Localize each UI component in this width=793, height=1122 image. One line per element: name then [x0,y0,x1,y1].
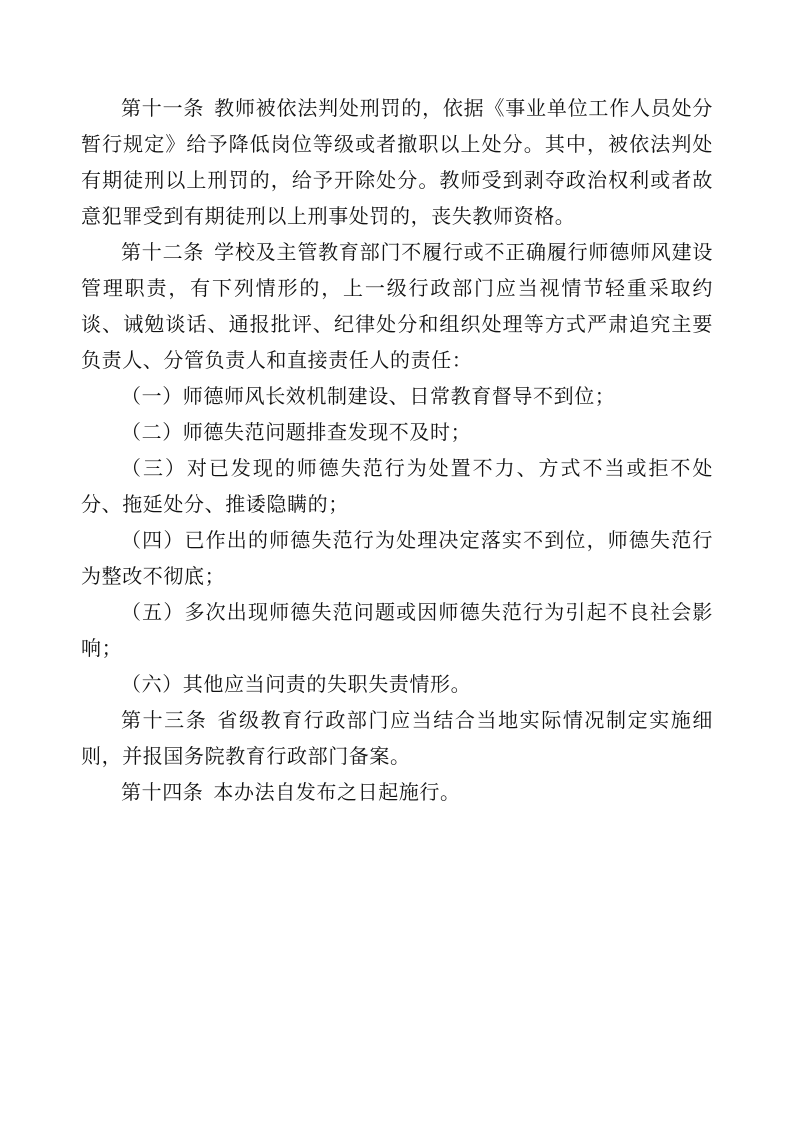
list-item-2 [81,414,713,450]
article-12-paragraph [81,234,713,378]
article-14-paragraph [81,774,713,810]
list-item-text: （三）对已发现的师德失范行为处置不力、方式不当或拒不处分、拖延处分、推诿隐瞒的； [81,456,713,516]
article-number: 第十三条 [121,708,208,732]
list-item-4 [81,522,713,594]
list-item-6 [81,666,713,702]
article-13-paragraph [81,702,713,774]
list-item-5 [81,594,713,666]
list-item-text: （二）师德失范问题排查发现不及时； [121,420,472,444]
list-item-1 [81,378,713,414]
document-body [81,90,713,810]
article-number: 第十二条 [121,240,205,264]
list-item-text: （六）其他应当问责的失职失责情形。 [121,672,472,696]
article-11-paragraph [81,90,713,234]
article-text: 学校及主管教育部门不履行或不正确履行师德师风建设管理职责，有下列情形的，上一级行政部门应当视情节轻重采取约谈、诫勉谈话、通报批评、纪律处分和组织处理等方式严肃追究主要负责人、分管负责人和直接责任人的责任： [81,240,713,372]
article-text: 本办法自发布之日起施行。 [213,780,461,804]
article-number: 第十四条 [121,780,204,804]
list-item-text: （一）师德师风长效机制建设、日常教育督导不到位； [121,384,616,408]
article-number: 第十一条 [121,96,205,120]
list-item-3 [81,450,713,522]
article-text: 省级教育行政部门应当结合当地实际情况制定实施细则，并报国务院教育行政部门备案。 [81,708,713,768]
article-text: 教师被依法判处刑罚的，依据《事业单位工作人员处分暂行规定》给予降低岗位等级或者撤职以上处分。其中，被依法判处有期徒刑以上刑罚的，给予开除处分。教师受到剥夺政治权利或者故意犯罪受到有期徒刑以上刑事处罚的，丧失教师资格。 [81,96,713,228]
list-item-text: （四）已作出的师德失范行为处理决定落实不到位，师德失范行为整改不彻底； [81,528,713,588]
list-item-text: （五）多次出现师德失范问题或因师德失范行为引起不良社会影响； [81,600,713,660]
